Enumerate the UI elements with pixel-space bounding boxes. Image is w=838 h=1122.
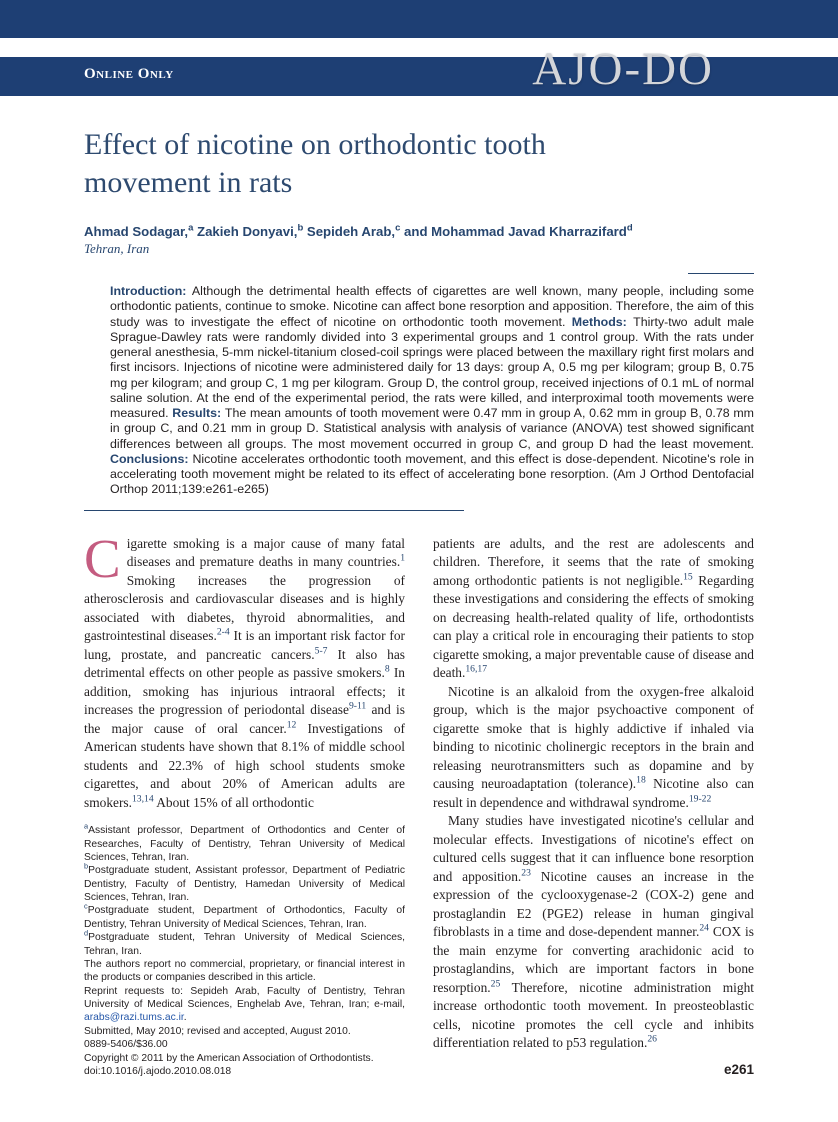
reference-superscript: d (626, 222, 633, 234)
reference-superscript: 19-22 (688, 793, 712, 805)
reference-superscript: b (297, 222, 304, 234)
section-label: Methods: (571, 314, 634, 329)
reference-superscript: c (84, 902, 88, 912)
reference-superscript: 8 (384, 663, 390, 675)
text-run: Nicotine accelerates orthodontic tooth movement, and this effect is dose-dependent. Nicotine's role in accelerating tooth movement might be related to its effect of accelerating bone resorption. (Am J Orthod Dentofacial Orthop 2011;139:e261-e265) (110, 451, 754, 497)
reference-superscript: 26 (647, 1033, 657, 1045)
section-label: Results: (172, 406, 225, 421)
reference-superscript: a (188, 222, 194, 234)
masthead-top-bar (0, 0, 838, 38)
reference-superscript: d (84, 928, 89, 938)
footnote-disclosure (84, 958, 405, 985)
author-line (84, 224, 754, 239)
reference-superscript: 13,14 (131, 793, 154, 805)
body-columns (84, 527, 755, 1079)
affiliation: Tehran, Iran (84, 241, 150, 257)
text-run: Reprint requests to: Sepideh Arab, Faculty of Dentistry, Tehran University of Medical Sciences, Enghelab Ave, Tehran, Iran; e-mail, (84, 985, 405, 1011)
text-run: The authors report no commercial, proprietary, or financial interest in the products or companies described in this article. (84, 958, 405, 984)
text-run: Smoking increases the progression of atherosclerosis and cardiovascular diseases and is highly associated with diabetes, thyroid abnormalities, and gastrointestinal diseases. (84, 572, 405, 644)
online-only-label: Online Only (84, 66, 174, 82)
body-column-left (84, 527, 406, 1079)
text-run: 0889-5406/$36.00 (84, 1039, 168, 1051)
drop-cap: C (84, 527, 121, 589)
reference-superscript: 18 (636, 774, 646, 786)
text-run: Submitted, May 2010; revised and accepted, August 2010. (84, 1025, 351, 1037)
abstract-bottom-rule (84, 510, 464, 511)
text-run: Postgraduate student, Department of Orthodontics, Faculty of Dentistry, Tehran University of Medical Sciences, Tehran, Iran. (84, 905, 405, 930)
intro-paragraph-3 (433, 683, 754, 813)
text-run: Thirty-two adult male Sprague-Dawley rats were randomly divided into 3 experimental groups and 1 control group. With the rats under general anesthesia, 5-mm nickel-titanium closed-coil springs were placed between the maxillary right first molars and first incisors. Injections of nicotine were administered daily for 13 days: group A, 0.5 mg per kilogram; group B, 0.75 mg per kilogram; and group C, 1 mg per kilogram. Group D, the control group, received injections of 0.1 mL of normal saline solution. At the end of the experimental period, the rats were killed, and interproximal tooth movements were measured. (110, 314, 754, 421)
text-run: In addition, smoking has injurious intraoral effects; it increases the progression of periodontal disease (84, 665, 405, 718)
reference-superscript: 12 (286, 719, 297, 731)
footnotes (84, 821, 405, 1078)
journal-logo: AJO-DO (532, 43, 714, 95)
intro-paragraph-2 (433, 535, 754, 683)
footnote-reprint-requests (84, 985, 405, 1025)
text-run: Ahmad Sodagar, (84, 224, 189, 240)
footnote-submission-dates (84, 1025, 405, 1038)
footnote-affiliation-c (84, 904, 405, 931)
text-run: Nicotine is an alkaloid from the oxygen-free alkaloid group, which is the major psychoactive component of cigarette smoke that is highly addictive if inhaled via binding to nicotinic cholinergic receptors in the brain and releasing neurotransmitters such as dopamine and by causing neuroadaptation (tolerance). (433, 683, 754, 792)
abstract (110, 284, 754, 498)
text-run: Postgraduate student, Tehran University of Medical Sciences, Tehran, Iran. (84, 932, 405, 957)
page-number: e261 (723, 1062, 754, 1077)
reference-superscript: a (84, 821, 89, 831)
reference-superscript: 15 (683, 571, 693, 583)
text-run: Assistant professor, Department of Orthodontics and Center of Researches, Faculty of Dentistry, Tehran University of Medical Sciences, Tehran, Iran. (84, 825, 405, 863)
reference-superscript: 16,17 (465, 663, 488, 675)
section-label: Conclusions: (110, 451, 193, 466)
reference-superscript: 9-11 (348, 700, 367, 712)
text-run: Investigations of American students have shown that 8.1% of middle school students and 22.3% of high school students smoke cigarettes, and about 20% of American adults are smokers. (84, 720, 405, 810)
footnote-affiliation-d (84, 928, 405, 958)
article-title: Effect of nicotine on orthodontic tooth movement in rats (84, 128, 546, 200)
body-column-right (433, 535, 754, 1079)
text-run: Regarding these investigations and considering the effects of smoking on decreasing health-related quality of life, orthodontists can play a critical role in encouraging their patients to stop cigarette smoking, a major preventable cause of disease and death. (433, 572, 754, 681)
reference-superscript: 2-4 (216, 626, 230, 638)
email-link[interactable]: arabs@razi.tums.ac.ir (84, 1012, 184, 1024)
reference-superscript: 25 (490, 978, 501, 990)
text-run: Zakieh Donyavi, (193, 224, 298, 240)
article-content (84, 126, 754, 1078)
intro-paragraph-4 (433, 812, 754, 1053)
reference-superscript: c (395, 222, 401, 234)
text-run: Nicotine also can result in dependence and withdrawal syndrome. (433, 776, 754, 810)
abstract-top-rule (688, 273, 754, 274)
intro-paragraph-1 (84, 527, 406, 813)
text-run: The mean amounts of tooth movement were 0.47 mm in group A, 0.62 mm in group B, 0.78 mm in group C, and 0.21 mm in group D. Statistical analysis with analysis of variance (ANOVA) test showed significant differences between all groups. The most movement occurred in group C, and group D had the least movement. (110, 406, 754, 451)
text-run: About 15% of all orthodontic (153, 794, 314, 810)
text-run: Copyright © 2011 by the American Association of Orthodontists. (84, 1052, 374, 1064)
text-run: Therefore, nicotine administration might increase orthodontic tooth movement. In preosteoblastic cells, nicotine promotes the cell cycle and inhibits differentiation related to p53 regulation. (433, 979, 754, 1051)
reference-superscript: 1 (400, 552, 405, 564)
text-run: patients are adults, and the rest are adolescents and children. Therefore, it seems that the rate of smoking among orthodontic patients is not negligible. (433, 535, 754, 588)
text-run: Postgraduate student, Assistant professor, Department of Pediatric Dentistry, Faculty of Dentistry, Hamedan University of Medical Sciences, Tehran, Iran. (84, 865, 405, 904)
footnote-issn-price (84, 1038, 405, 1051)
text-run: and Mohammad Javad Kharrazifard (400, 224, 627, 240)
text-run: It also has detrimental effects on other people as passive smokers. (84, 646, 405, 681)
reference-superscript: b (84, 861, 89, 871)
footnote-affiliation-b (84, 861, 405, 904)
text-run: Many studies have investigated nicotine's cellular and molecular effects. Investigations of nicotine's effect on cultured cells suggest that it can influence bone resorption and apposition. (433, 813, 754, 884)
text-run: . (183, 1012, 187, 1024)
text-run: Nicotine causes an increase in the expression of the cyclooxygenase-2 (COX-2) gene and prostaglandin E2 (PGE2) release in human gingival fibroblasts in a time and dose-dependent manner. (433, 868, 755, 940)
text-run: It is an important risk factor for lung, prostate, and pancreatic cancers. (84, 628, 406, 662)
section-label: Introduction: (110, 284, 192, 299)
reference-superscript: 23 (521, 867, 531, 879)
text-run: COX is the main enzyme for converting arachidonic acid to prostaglandins, which are important factors in bone resorption. (433, 924, 754, 995)
text-run: igarette smoking is a major cause of many fatal diseases and premature deaths in many countries. (126, 535, 405, 570)
text-run: and is the major cause of oral cancer. (84, 702, 405, 736)
footnote-doi (84, 1065, 405, 1078)
footnote-copyright (84, 1052, 405, 1065)
reference-superscript: 5-7 (314, 645, 328, 657)
text-run: doi:10.1016/j.ajodo.2010.08.018 (84, 1065, 232, 1077)
text-run: Although the detrimental health effects of cigarettes are well known, many people, including some orthodontic patients, continue to smoke. Nicotine can affect bone resorption and apposition. Therefore, the aim of this study was to investigate the effect of nicotine on orthodontic tooth movement. (110, 284, 754, 329)
footnote-affiliation-a (84, 821, 405, 864)
reference-superscript: 24 (699, 922, 709, 934)
text-run: Sepideh Arab, (303, 224, 396, 240)
